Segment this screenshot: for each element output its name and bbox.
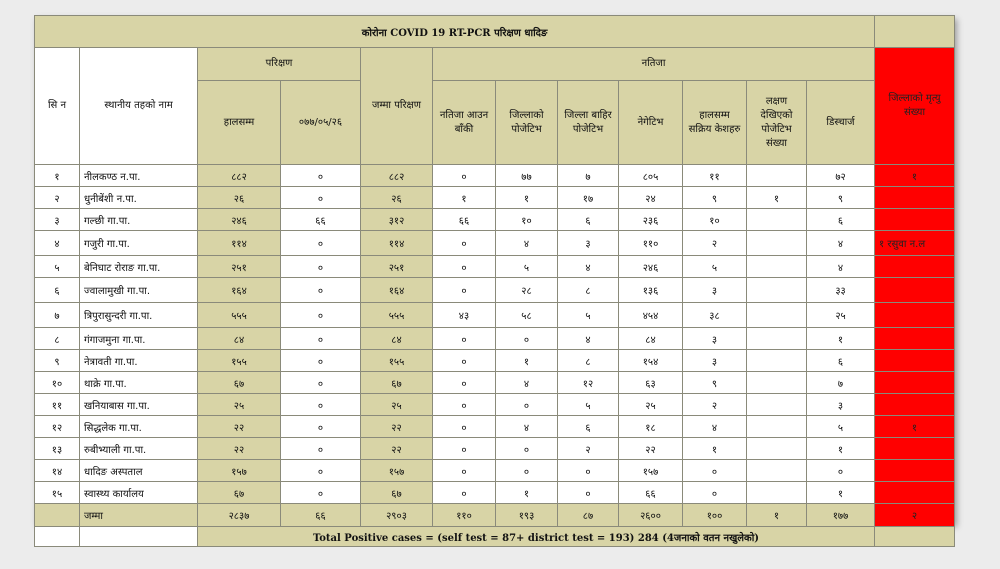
row-negative: १८ xyxy=(619,416,683,438)
row-sn: २ xyxy=(35,187,80,209)
row-district-positive: १० xyxy=(496,209,558,231)
header-results-group: नतिजा xyxy=(433,48,875,81)
row-discharged: १ xyxy=(807,438,875,460)
row-outside-positive: ६ xyxy=(558,209,619,231)
row-outside-positive: ८ xyxy=(558,278,619,303)
row-asymptomatic xyxy=(747,256,807,278)
row-name: खनियाबास गा.पा. xyxy=(80,394,198,416)
row-sn: ६ xyxy=(35,278,80,303)
row-till-now: २२ xyxy=(198,416,281,438)
row-sn: ८ xyxy=(35,328,80,350)
row-date: ० xyxy=(281,231,361,256)
spreadsheet-sheet xyxy=(34,15,954,544)
row-till-now: १५५ xyxy=(198,350,281,372)
row-discharged: ४ xyxy=(807,256,875,278)
row-total: १६४ xyxy=(361,278,433,303)
row-discharged: ३३ xyxy=(807,278,875,303)
row-discharged: ५ xyxy=(807,416,875,438)
row-sn: १२ xyxy=(35,416,80,438)
row-deaths xyxy=(875,482,955,504)
row-asymptomatic xyxy=(747,394,807,416)
footer-note: Total Positive cases = (self test = 87+ district test = 193) 284 (4जनाको वतन नखुलेको) xyxy=(198,527,875,547)
row-district-positive: ० xyxy=(496,438,558,460)
row-district-positive: ४ xyxy=(496,372,558,394)
row-name: थाक्रे गा.पा. xyxy=(80,372,198,394)
header-sn: सि न xyxy=(35,48,80,165)
row-pending: १ xyxy=(433,187,496,209)
table-row xyxy=(35,328,955,350)
table-row xyxy=(35,278,955,303)
row-negative: २५ xyxy=(619,394,683,416)
row-active: ९ xyxy=(683,372,747,394)
row-sn: ११ xyxy=(35,394,80,416)
row-deaths xyxy=(875,209,955,231)
table-row xyxy=(35,372,955,394)
row-till-now: १६४ xyxy=(198,278,281,303)
row-name: बेनिघाट रोराङ गा.पा. xyxy=(80,256,198,278)
row-sn: ९ xyxy=(35,350,80,372)
table-row xyxy=(35,256,955,278)
row-pending: ० xyxy=(433,165,496,187)
row-outside-positive: ३ xyxy=(558,231,619,256)
row-total: २२ xyxy=(361,438,433,460)
row-date: ० xyxy=(281,372,361,394)
header-testing-group: परिक्षण xyxy=(198,48,361,81)
row-name: नीलकण्ठ न.पा. xyxy=(80,165,198,187)
row-deaths xyxy=(875,460,955,482)
row-asymptomatic xyxy=(747,438,807,460)
totals-sn-cell xyxy=(35,504,80,527)
header-discharged: डिस्चार्ज xyxy=(807,81,875,165)
row-deaths xyxy=(875,187,955,209)
row-negative: ८४ xyxy=(619,328,683,350)
table-row xyxy=(35,187,955,209)
row-negative: २४ xyxy=(619,187,683,209)
row-date: ० xyxy=(281,438,361,460)
footer-blank-left xyxy=(35,527,80,547)
row-discharged: २५ xyxy=(807,303,875,328)
row-total: २५१ xyxy=(361,256,433,278)
row-date: ० xyxy=(281,394,361,416)
row-district-positive: ४ xyxy=(496,416,558,438)
row-asymptomatic xyxy=(747,372,807,394)
row-till-now: २२ xyxy=(198,438,281,460)
row-active: ० xyxy=(683,460,747,482)
row-pending: ० xyxy=(433,460,496,482)
header-date: ०७७/०५/२६ xyxy=(281,81,361,165)
row-pending: ० xyxy=(433,328,496,350)
row-discharged: ७ xyxy=(807,372,875,394)
row-pending: ६६ xyxy=(433,209,496,231)
row-asymptomatic xyxy=(747,165,807,187)
row-active: ० xyxy=(683,482,747,504)
row-total: २५ xyxy=(361,394,433,416)
row-negative: ६३ xyxy=(619,372,683,394)
row-outside-positive: ४ xyxy=(558,256,619,278)
row-deaths xyxy=(875,438,955,460)
row-name: धुनीबेंशी न.पा. xyxy=(80,187,198,209)
row-date: ० xyxy=(281,328,361,350)
row-asymptomatic xyxy=(747,460,807,482)
row-sn: १० xyxy=(35,372,80,394)
row-sn: १३ xyxy=(35,438,80,460)
row-total: ८८२ xyxy=(361,165,433,187)
row-sn: ७ xyxy=(35,303,80,328)
row-discharged: ७२ xyxy=(807,165,875,187)
row-total: ३१२ xyxy=(361,209,433,231)
row-negative: ४५४ xyxy=(619,303,683,328)
row-name: स्वास्थ्य कार्यालय xyxy=(80,482,198,504)
row-outside-positive: ५ xyxy=(558,303,619,328)
totals-negative: २६०० xyxy=(619,504,683,527)
row-negative: २२ xyxy=(619,438,683,460)
row-outside-positive: ६ xyxy=(558,416,619,438)
row-date: ० xyxy=(281,165,361,187)
header-asymptomatic-positive: लक्षण देखिएको पोजेटिभ संख्या xyxy=(747,81,807,165)
row-deaths xyxy=(875,278,955,303)
header-total-tests: जम्मा परिक्षण xyxy=(361,48,433,165)
row-deaths: १ रसुवा न.ल xyxy=(875,231,955,256)
row-active: ३ xyxy=(683,350,747,372)
row-sn: ५ xyxy=(35,256,80,278)
row-active: ९ xyxy=(683,187,747,209)
row-discharged: ९ xyxy=(807,187,875,209)
row-negative: १५७ xyxy=(619,460,683,482)
row-district-positive: ० xyxy=(496,328,558,350)
table-row xyxy=(35,303,955,328)
row-district-positive: ५८ xyxy=(496,303,558,328)
row-pending: ० xyxy=(433,438,496,460)
row-total: १५५ xyxy=(361,350,433,372)
row-asymptomatic xyxy=(747,209,807,231)
row-outside-positive: १७ xyxy=(558,187,619,209)
table-row xyxy=(35,209,955,231)
row-asymptomatic: १ xyxy=(747,187,807,209)
table-row xyxy=(35,460,955,482)
row-date: ० xyxy=(281,303,361,328)
row-total: ६७ xyxy=(361,372,433,394)
row-district-positive: १ xyxy=(496,187,558,209)
row-district-positive: ० xyxy=(496,460,558,482)
row-discharged: ६ xyxy=(807,350,875,372)
row-active: २ xyxy=(683,231,747,256)
row-pending: ० xyxy=(433,278,496,303)
row-discharged: १ xyxy=(807,328,875,350)
row-till-now: २४६ xyxy=(198,209,281,231)
row-date: ० xyxy=(281,187,361,209)
table-row xyxy=(35,438,955,460)
row-till-now: ६७ xyxy=(198,372,281,394)
row-deaths: १ xyxy=(875,165,955,187)
totals-asymptomatic: १ xyxy=(747,504,807,527)
row-pending: ० xyxy=(433,350,496,372)
row-district-positive: २८ xyxy=(496,278,558,303)
row-pending: ४३ xyxy=(433,303,496,328)
row-active: ५ xyxy=(683,256,747,278)
row-discharged: ३ xyxy=(807,394,875,416)
row-sn: १ xyxy=(35,165,80,187)
row-negative: १५४ xyxy=(619,350,683,372)
row-deaths xyxy=(875,372,955,394)
row-district-positive: ५ xyxy=(496,256,558,278)
row-negative: २३६ xyxy=(619,209,683,231)
totals-district-positive: १९३ xyxy=(496,504,558,527)
header-local-level: स्थानीय तहको नाम xyxy=(80,48,198,165)
row-negative: १३६ xyxy=(619,278,683,303)
row-active: ३८ xyxy=(683,303,747,328)
row-total: २६ xyxy=(361,187,433,209)
row-total: २२ xyxy=(361,416,433,438)
row-date: ० xyxy=(281,416,361,438)
row-pending: ० xyxy=(433,231,496,256)
row-outside-positive: ० xyxy=(558,460,619,482)
row-name: त्रिपुरासुन्दरी गा.पा. xyxy=(80,303,198,328)
header-outside-positive: जिल्ला बाहिर पोजेटिभ xyxy=(558,81,619,165)
row-outside-positive: ४ xyxy=(558,328,619,350)
totals-deaths: २ xyxy=(875,504,955,527)
table-row xyxy=(35,350,955,372)
row-till-now: २५ xyxy=(198,394,281,416)
row-discharged: ० xyxy=(807,460,875,482)
row-outside-positive: २ xyxy=(558,438,619,460)
row-negative: ११० xyxy=(619,231,683,256)
row-date: ० xyxy=(281,278,361,303)
row-district-positive: ७७ xyxy=(496,165,558,187)
row-pending: ० xyxy=(433,482,496,504)
row-name: सिद्धलेक गा.पा. xyxy=(80,416,198,438)
row-active: ११ xyxy=(683,165,747,187)
row-deaths xyxy=(875,303,955,328)
row-active: ३ xyxy=(683,278,747,303)
row-till-now: ११४ xyxy=(198,231,281,256)
header-till-now: हालसम्म xyxy=(198,81,281,165)
row-district-positive: ० xyxy=(496,394,558,416)
row-discharged: ४ xyxy=(807,231,875,256)
row-asymptomatic xyxy=(747,328,807,350)
covid-test-table xyxy=(34,15,955,547)
row-deaths xyxy=(875,350,955,372)
row-deaths: १ xyxy=(875,416,955,438)
row-pending: ० xyxy=(433,256,496,278)
row-till-now: १५७ xyxy=(198,460,281,482)
row-deaths xyxy=(875,256,955,278)
title-blank-cell xyxy=(875,16,955,48)
row-asymptomatic xyxy=(747,482,807,504)
row-pending: ० xyxy=(433,394,496,416)
totals-row xyxy=(35,504,955,527)
totals-active: १०० xyxy=(683,504,747,527)
header-pending: नतिजा आउन बाँकी xyxy=(433,81,496,165)
row-asymptomatic xyxy=(747,231,807,256)
row-active: ३ xyxy=(683,328,747,350)
row-sn: १५ xyxy=(35,482,80,504)
row-outside-positive: ७ xyxy=(558,165,619,187)
row-district-positive: १ xyxy=(496,350,558,372)
row-sn: ४ xyxy=(35,231,80,256)
row-till-now: २६ xyxy=(198,187,281,209)
row-outside-positive: १२ xyxy=(558,372,619,394)
table-row xyxy=(35,394,955,416)
row-name: गजुरी गा.पा. xyxy=(80,231,198,256)
row-total: ५५५ xyxy=(361,303,433,328)
table-row xyxy=(35,482,955,504)
row-negative: २४६ xyxy=(619,256,683,278)
row-deaths xyxy=(875,394,955,416)
row-pending: ० xyxy=(433,372,496,394)
row-name: ज्वालामुखी गा.पा. xyxy=(80,278,198,303)
row-name: नेत्रावती गा.पा. xyxy=(80,350,198,372)
table-row xyxy=(35,416,955,438)
row-asymptomatic xyxy=(747,416,807,438)
totals-discharged: १७७ xyxy=(807,504,875,527)
row-discharged: १ xyxy=(807,482,875,504)
row-outside-positive: ० xyxy=(558,482,619,504)
totals-total: २९०३ xyxy=(361,504,433,527)
row-asymptomatic xyxy=(747,350,807,372)
row-name: गल्छी गा.पा. xyxy=(80,209,198,231)
header-district-positive: जिल्लाको पोजेटिभ xyxy=(496,81,558,165)
row-pending: ० xyxy=(433,416,496,438)
row-name: रुबीभ्याली गा.पा. xyxy=(80,438,198,460)
row-till-now: ५५५ xyxy=(198,303,281,328)
table-row xyxy=(35,231,955,256)
row-till-now: ८८२ xyxy=(198,165,281,187)
row-name: गंगाजमुना गा.पा. xyxy=(80,328,198,350)
row-sn: १४ xyxy=(35,460,80,482)
totals-outside-positive: ८७ xyxy=(558,504,619,527)
row-outside-positive: ५ xyxy=(558,394,619,416)
row-total: ८४ xyxy=(361,328,433,350)
footer-blank-name xyxy=(80,527,198,547)
totals-till-now: २८३७ xyxy=(198,504,281,527)
header-district-deaths: जिल्लाको मृत्यु संख्या xyxy=(875,48,955,165)
row-district-positive: १ xyxy=(496,482,558,504)
row-active: ४ xyxy=(683,416,747,438)
row-outside-positive: ८ xyxy=(558,350,619,372)
row-active: १ xyxy=(683,438,747,460)
totals-pending: ११० xyxy=(433,504,496,527)
header-negative: नेगेटिभ xyxy=(619,81,683,165)
row-district-positive: ४ xyxy=(496,231,558,256)
totals-date: ६६ xyxy=(281,504,361,527)
row-till-now: २५१ xyxy=(198,256,281,278)
row-date: ० xyxy=(281,460,361,482)
row-negative: ६६ xyxy=(619,482,683,504)
table-row xyxy=(35,165,955,187)
row-negative: ८०५ xyxy=(619,165,683,187)
footer-blank-right xyxy=(875,527,955,547)
row-till-now: ६७ xyxy=(198,482,281,504)
row-total: ६७ xyxy=(361,482,433,504)
header-active: हालसम्म सक्रिय केशहरु xyxy=(683,81,747,165)
row-asymptomatic xyxy=(747,303,807,328)
row-sn: ३ xyxy=(35,209,80,231)
row-asymptomatic xyxy=(747,278,807,303)
table-title: कोरोना COVID 19 RT-PCR परिक्षण धादिङ xyxy=(35,16,875,48)
row-till-now: ८४ xyxy=(198,328,281,350)
row-name: धादिङ अस्पताल xyxy=(80,460,198,482)
row-deaths xyxy=(875,328,955,350)
row-date: ० xyxy=(281,256,361,278)
row-total: १५७ xyxy=(361,460,433,482)
totals-label: जम्मा xyxy=(80,504,198,527)
row-total: ११४ xyxy=(361,231,433,256)
row-date: ० xyxy=(281,482,361,504)
row-active: १० xyxy=(683,209,747,231)
row-discharged: ६ xyxy=(807,209,875,231)
row-date: ० xyxy=(281,350,361,372)
row-date: ६६ xyxy=(281,209,361,231)
row-active: २ xyxy=(683,394,747,416)
